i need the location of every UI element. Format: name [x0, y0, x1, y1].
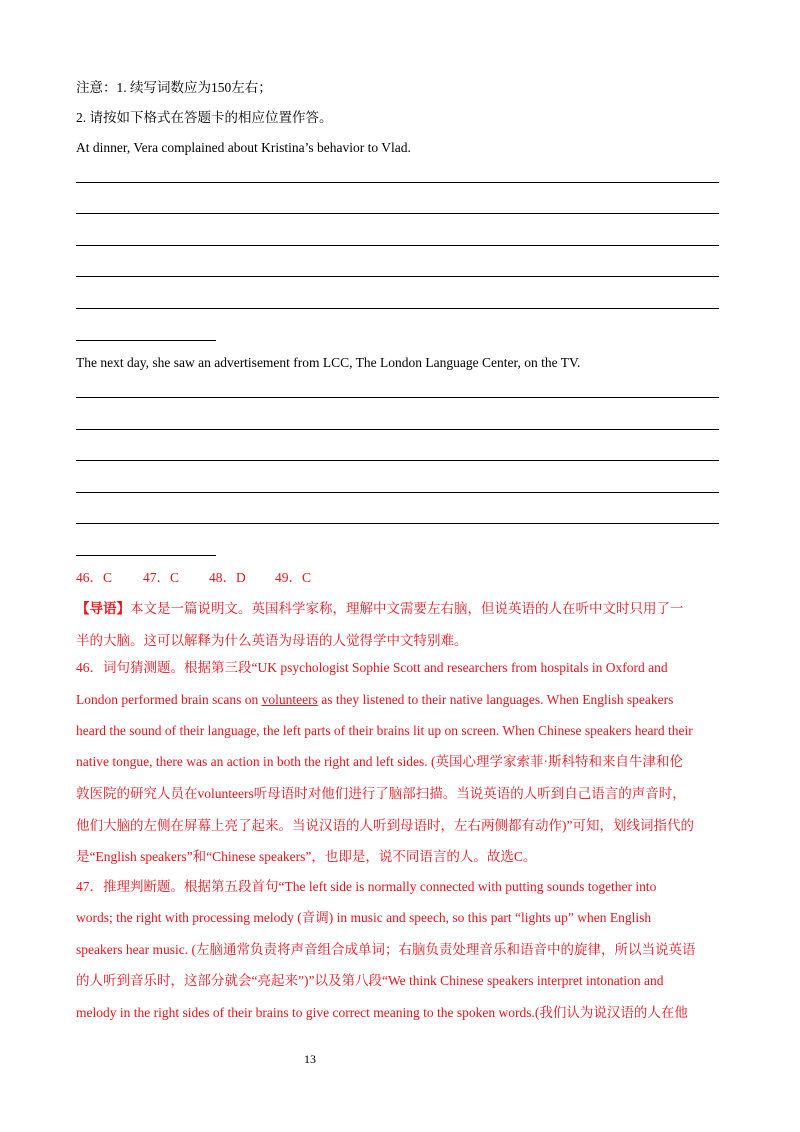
q47-line-2: words; the right with processing melody (音调) in music and speech, so this part “lights up” when English — [76, 910, 652, 925]
writing-line — [76, 397, 719, 398]
q46-line-7: 是“English speakers”和“Chinese speakers”，也即是，说不同语言的人。故选C。 — [76, 849, 537, 864]
q47-line-5: melody in the right sides of their brains to give correct meaning to the spoken words.(我们认为说汉语的人在他 — [76, 1005, 688, 1020]
q47-line-4: 的人听到音乐时，这部分就会“亮起来”)”以及第八段“We think Chinese speakers interpret intonation and — [76, 973, 664, 988]
writing-line — [76, 245, 719, 246]
writing-line-short — [76, 555, 216, 556]
answer-48: 48．D — [209, 570, 246, 585]
intro-line-2: 半的大脑。这可以解释为什么英语为母语的人觉得学中文特别难。 — [76, 633, 468, 648]
writing-line — [76, 213, 719, 214]
page-number: 13 — [304, 1052, 316, 1066]
paragraph-2-opening: The next day, she saw an advertisement from LCC, The London Language Center, on the TV. — [76, 355, 581, 370]
q46-line-6: 他们大脑的左侧在屏幕上亮了起来。当说汉语的人听到母语时，左右两侧都有动作)”可知，划线词指代的 — [76, 818, 694, 833]
underlined-word: volunteers — [261, 692, 318, 707]
q46-line-3: heard the sound of their language, the left parts of their brains lit up on screen. When Chinese speakers heard their — [76, 723, 693, 738]
q46-line-2-end: as they listened to their native languages. When English speakers — [317, 692, 674, 707]
q47-line-3: speakers hear music. (左脑通常负责将声音组合成单词；右脑负责处理音乐和语音中的旋律，所以当说英语 — [76, 942, 696, 957]
writing-line — [76, 523, 719, 524]
q46-line-1: 46．词句猜测题。根据第三段“UK psychologist Sophie Scott and researchers from hospitals in Oxford and — [76, 660, 668, 675]
q46-line-2-start: London performed brain scans on — [76, 692, 262, 707]
writing-line — [76, 460, 719, 461]
writing-line — [76, 276, 719, 277]
answer-49: 49．C — [275, 570, 312, 585]
answer-46: 46．C — [76, 570, 113, 585]
writing-line — [76, 182, 719, 183]
writing-line — [76, 308, 719, 309]
intro-text: 本文是一篇说明文。英国科学家称，理解中文需要左右脑，但说英语的人在听中文时只用了一 — [130, 601, 684, 616]
intro-line-1 — [76, 593, 684, 625]
writing-line — [76, 429, 719, 430]
note-line-2: 2. 请按如下格式在答题卡的相应位置作答。 — [76, 110, 333, 125]
q47-line-1: 47．推理判断题。根据第五段首句“The left side is normally connected with putting sounds together into — [76, 879, 657, 894]
q46-line-5: 敦医院的研究人员在volunteers听母语时对他们进行了脑部扫描。当说英语的人听到自己语言的声音时， — [76, 786, 686, 801]
note-line-1: 注意：1. 续写词数应为150左右； — [76, 80, 272, 95]
writing-line — [76, 492, 719, 493]
intro-tag: 【导语】 — [76, 601, 130, 616]
paragraph-1-opening: At dinner, Vera complained about Kristina’s behavior to Vlad. — [76, 140, 411, 155]
answer-47: 47．C — [143, 570, 180, 585]
writing-line-short — [76, 340, 216, 341]
q46-line-2 — [76, 684, 673, 716]
q46-line-4: native tongue, there was an action in both the right and left sides. (英国心理学家索菲·斯科特和来自牛津和伦 — [76, 754, 684, 769]
